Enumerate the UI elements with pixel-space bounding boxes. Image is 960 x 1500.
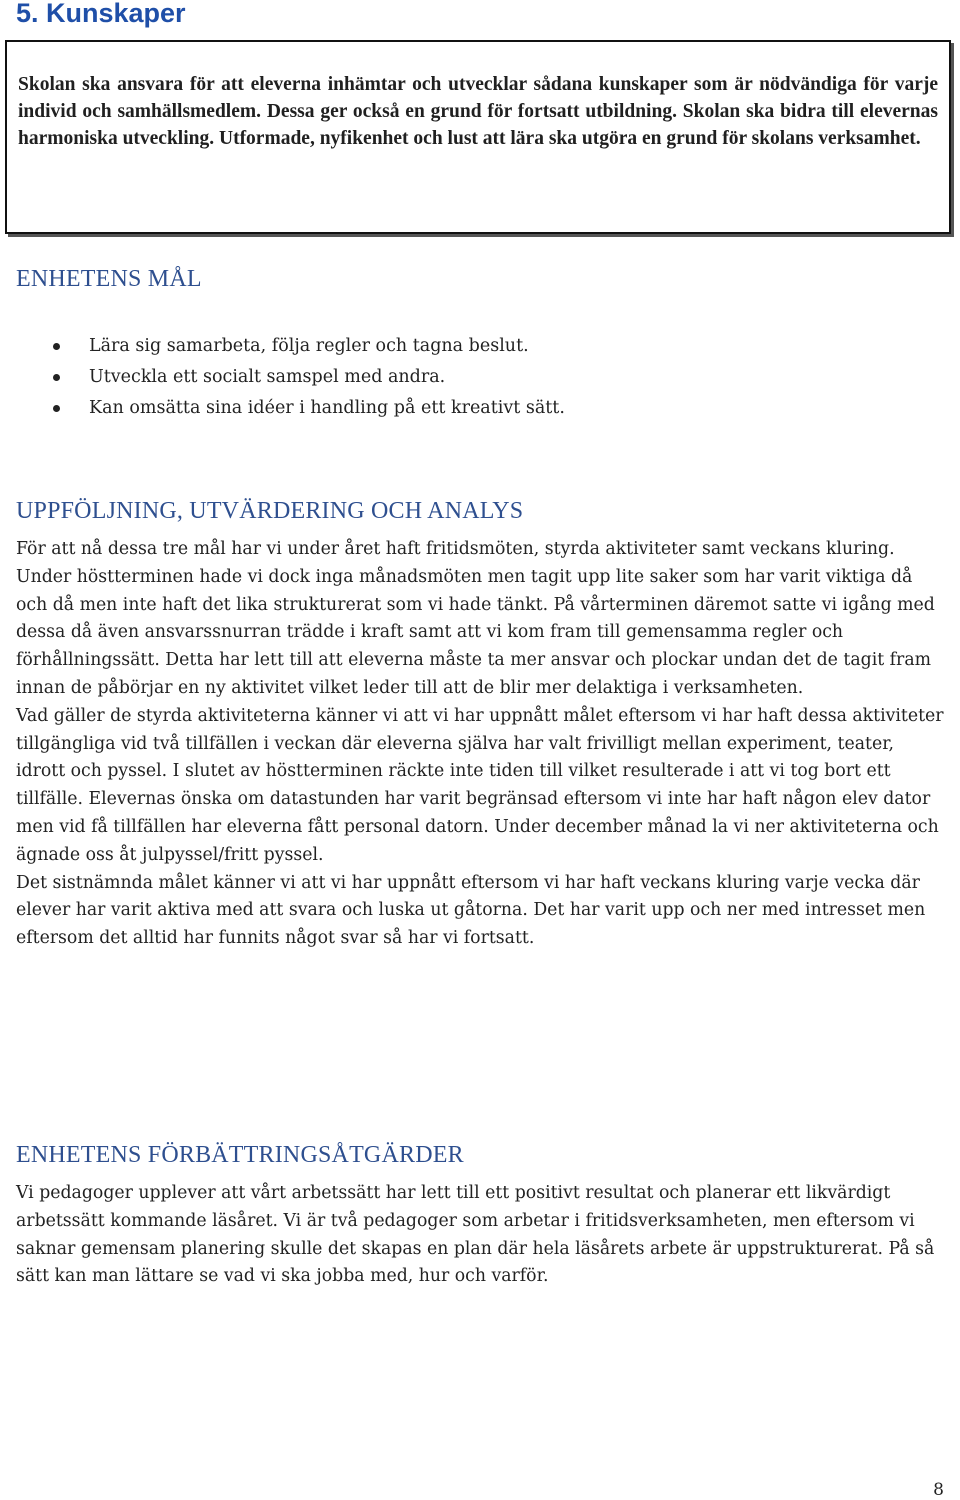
followup-paragraph: Vad gäller de styrda aktiviteterna känner vi att vi har uppnått målet eftersom vi har haft dessa aktiviteter tillgängliga vid två tillfällen i veckan där eleverna själva har valt frivilligt mellan experiment, teater, idrott och pyssel. I slutet av höstterminen räckte inte tiden till vilket resulterade i att vi tog bort ett tillfälle. Elevernas önska om datastunden har varit begränsad eftersom vi inte har haft någon elev dator men vid få tillfällen har eleverna fått personal datorn. Under december månad la vi ner aktiviteterna och ägnade oss åt julpyssel/fritt pyssel. (16, 705, 944, 865)
intro-box (5, 40, 951, 234)
bullet-icon (53, 374, 60, 381)
goals-list (0, 331, 565, 424)
bullet-icon (53, 405, 60, 412)
followup-paragraph: För att nå dessa tre mål har vi under året haft fritidsmöten, styrda aktiviteter samt veckans kluring. (16, 539, 895, 559)
goal-text: Kan omsätta sina idéer i handling på ett kreativt sätt. (89, 398, 565, 418)
goals-heading: ENHETENS MÅL (16, 266, 202, 292)
followup-body (16, 536, 944, 953)
followup-paragraph: Det sistnämnda målet känner vi att vi har uppnått eftersom vi har haft veckans kluring varje vecka där elever har varit aktiva med att svara och luska ut gåtorna. Det har varit upp och ner med intresset men eftersom det alltid har funnits något svar så har vi fortsatt. (16, 872, 926, 949)
page-title: 5. Kunskaper (16, 0, 186, 28)
goal-item (0, 331, 565, 362)
followup-paragraph: Under höstterminen hade vi dock inga månadsmöten men tagit upp lite saker som har varit viktiga då och då men inte haft det lika strukturerat som vi hade tänkt. På vårterminen däremot satte vi igång med dessa då även ansvarssnurran trädde i kraft samt att vi kom fram till gemensamma regler och förhållningssätt. Detta har lett till att eleverna måste ta mer ansvar och plockar undan det de tagit fram innan de påbörjar en ny aktivitet vilket leder till att de blir mer delaktiga i verksamheten. (16, 566, 935, 698)
followup-heading: UPPFÖLJNING, UTVÄRDERING OCH ANALYS (16, 498, 524, 524)
page-number: 8 (933, 1480, 944, 1500)
goal-text: Utveckla ett socialt samspel med andra. (89, 367, 446, 387)
goal-text: Lära sig samarbeta, följa regler och tagna beslut. (89, 336, 529, 356)
improvements-text: Vi pedagoger upplever att vårt arbetssätt har lett till ett positivt resultat och planerar ett likvärdigt arbetssätt kommande läsåret. Vi är två pedagoger som arbetar i fritidsverksamheten, men eftersom vi saknar gemensam planering skulle det skapas en plan där hela läsårets arbete är uppstrukturerat. På så sätt kan man lättare se vad vi ska jobba med, hur och varför. (16, 1183, 935, 1287)
goal-item (0, 362, 565, 393)
goal-item (0, 393, 565, 424)
improvements-heading: ENHETENS FÖRBÄTTRINGSÅTGÄRDER (16, 1142, 464, 1168)
intro-text: Skolan ska ansvara för att eleverna inhämtar och utvecklar sådana kunskaper som är nödvändiga för varje individ och samhällsmedlem. Dessa ger också en grund för fortsatt utbildning. Skolan ska bidra till elevernas harmoniska utveckling. Utformade, nyfikenhet och lust att lära ska utgöra en grund för skolans verksamhet. (18, 74, 938, 149)
bullet-icon (53, 343, 60, 350)
